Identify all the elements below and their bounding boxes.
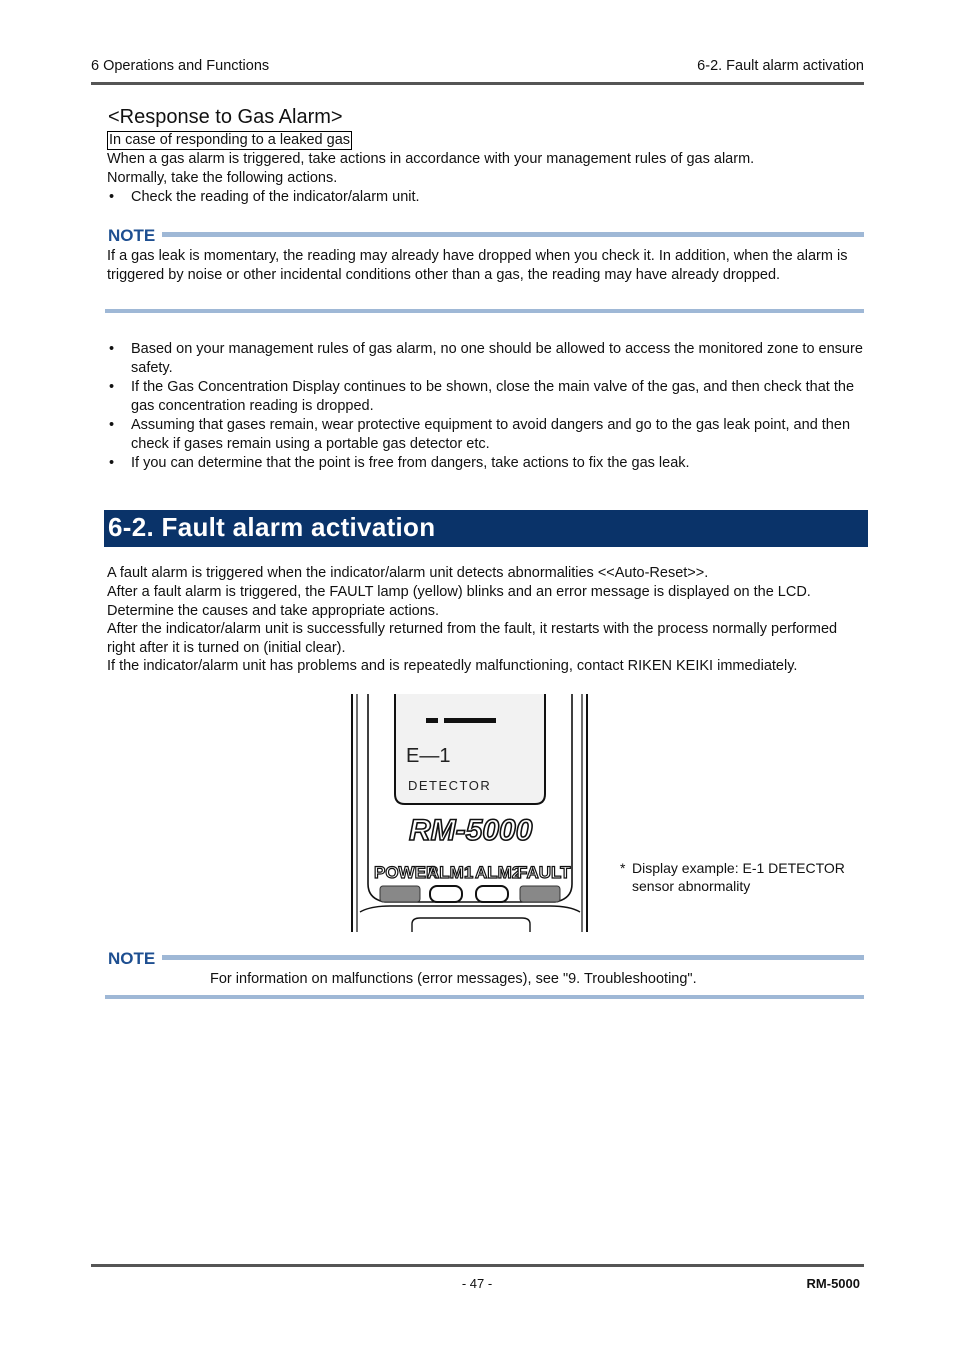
lamp-label-alm1: ALM1 xyxy=(427,863,474,882)
device-model-logo: RM-5000 xyxy=(409,814,533,847)
fault-lamp xyxy=(520,886,560,902)
boxed-subheading: In case of responding to a leaked gas xyxy=(109,132,351,148)
display-dash-short xyxy=(426,718,438,723)
action-bullet: • Based on your management rules of gas alarm, no one should be allowed to access the monitored zone to ensure safety. xyxy=(109,341,863,376)
running-header-chapter: 6 Operations and Functions xyxy=(91,58,270,74)
action-bullet: • If you can determine that the point is free from dangers, take actions to fix the gas leak. xyxy=(109,455,690,471)
section-paragraph-2: After a fault alarm is triggered, the FAULT lamp (yellow) blinks and an error message is displayed on the LCD. Determine the causes and take appropriate actions. xyxy=(107,584,811,619)
alm1-lamp xyxy=(430,886,462,902)
section-title: 6-2. Fault alarm activation xyxy=(108,512,436,542)
note-bottom-bar-2 xyxy=(105,995,864,999)
bullet-dot: • xyxy=(109,189,115,205)
footer-divider xyxy=(91,1264,864,1267)
action-bullet: • If the Gas Concentration Display continues to be shown, close the main valve of the gas, and then check that the gas concentration reading is dropped. xyxy=(109,379,855,414)
display-detector-label: DETECTOR xyxy=(408,778,492,793)
note-label: NOTE xyxy=(108,226,156,245)
caption-asterisk: * xyxy=(620,860,626,876)
lamp-label-fault: FAULT xyxy=(517,863,571,882)
lamp-label-alm2: ALM2 xyxy=(475,863,522,882)
alm2-lamp xyxy=(476,886,508,902)
footer-model-name: RM-5000 xyxy=(806,1276,860,1291)
note-text-2: For information on malfunctions (error messages), see "9. Troubleshooting". xyxy=(210,971,697,987)
note-top-bar-2 xyxy=(162,955,864,960)
intro-line-1: When a gas alarm is triggered, take actions in accordance with your management rules of gas alarm. xyxy=(107,151,755,167)
device-illustration xyxy=(330,694,592,932)
note-text: If a gas leak is momentary, the reading may already have dropped when you check it. In addition, when the alarm is triggered by noise or other incidental conditions other than a gas, the reading may have already dropped. xyxy=(107,248,848,283)
check-reading-bullet xyxy=(107,188,867,207)
section-paragraph-3: After the indicator/alarm unit is successfully returned from the fault, it restarts with the process normally performed right after it is turned on (initial clear). xyxy=(107,621,838,656)
caption-line-2: sensor abnormality xyxy=(632,877,751,894)
running-header-section: 6-2. Fault alarm activation xyxy=(697,58,864,74)
display-error-code: E—1 xyxy=(406,745,451,767)
section-paragraph-1: A fault alarm is triggered when the indicator/alarm unit detects abnormalities <<Auto-Reset>>. xyxy=(107,565,709,581)
bullet-text: Check the reading of the indicator/alarm unit. xyxy=(131,189,420,205)
action-bullet: • Assuming that gases remain, wear protective equipment to avoid dangers and go to the gas leak point, and then check if gases remain using a portable gas detector etc. xyxy=(109,417,851,452)
note-label-2: NOTE xyxy=(108,949,156,968)
display-dash-long xyxy=(444,718,496,723)
figure-caption xyxy=(620,860,845,895)
note-bottom-bar xyxy=(105,309,864,313)
intro-line-2: Normally, take the following actions. xyxy=(107,170,338,186)
page-number: - 47 - xyxy=(461,1276,493,1291)
caption-line-1: Display example: E-1 DETECTOR xyxy=(632,860,845,876)
header-divider xyxy=(91,82,864,85)
section-paragraph-4: If the indicator/alarm unit has problems and is repeatedly malfunctioning, contact RIKEN KEIKI immediately. xyxy=(107,658,798,674)
power-lamp xyxy=(380,886,420,902)
note-top-bar xyxy=(162,232,864,237)
response-heading: <Response to Gas Alarm> xyxy=(108,106,343,128)
lamp-label-power: POWER xyxy=(374,863,439,882)
